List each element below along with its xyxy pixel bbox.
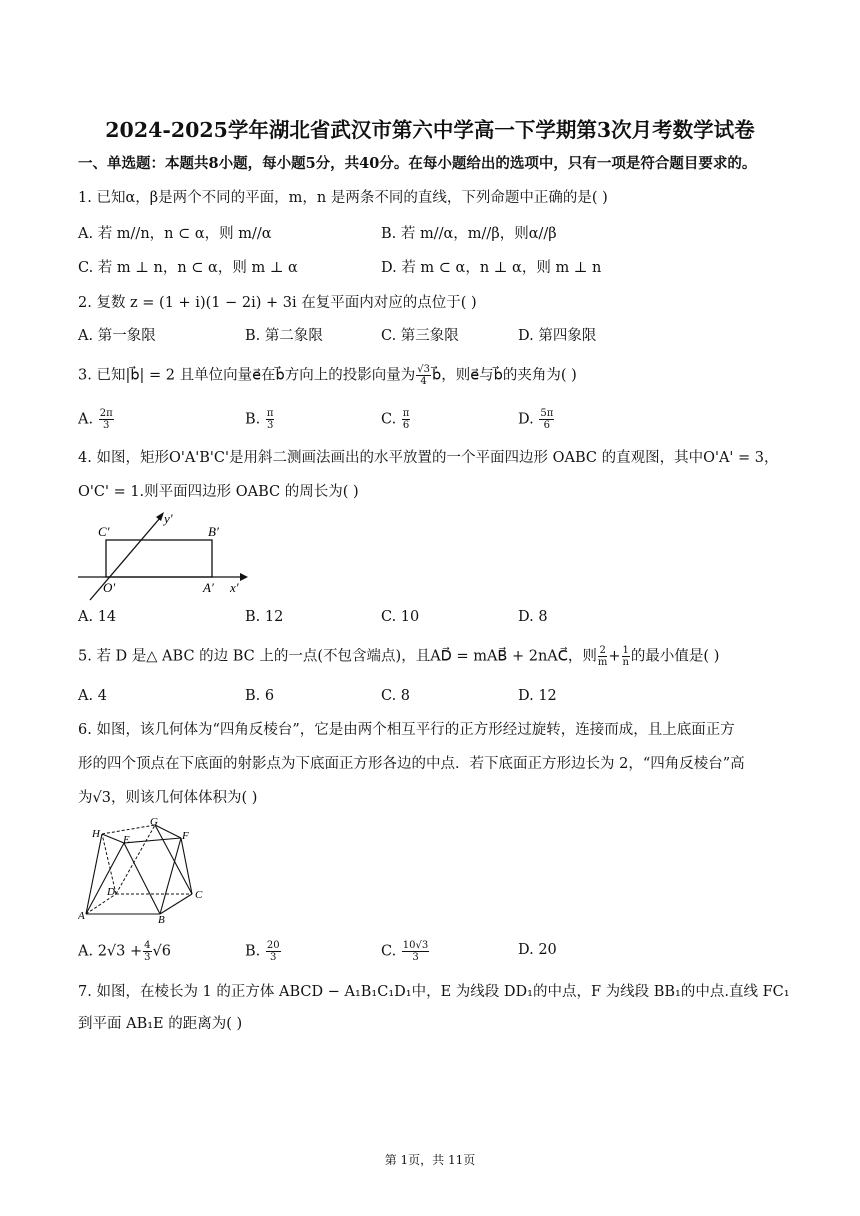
edge-he — [102, 834, 124, 843]
label-h: H — [92, 828, 100, 840]
q5-stem-part1: 5. 若 D 是△ ABC 的边 BC 上的一点(不包含端点)，且AD⃗ = mAB⃗ + 2nAC⃗，则 — [78, 648, 597, 665]
q6-option-b-fraction — [266, 940, 281, 963]
label-c: C — [195, 889, 203, 901]
x-axis-arrowhead — [240, 573, 248, 581]
q6-option-a-part1: A. 2√3 + — [78, 943, 143, 960]
q5-f2-den: n — [622, 657, 629, 668]
q6-a-num: 4 — [144, 940, 151, 951]
q3-d-den: 6 — [543, 420, 550, 431]
edge-dh-hidden — [102, 834, 116, 894]
question-1-stem: 1. 已知α，β是两个不同的平面，m，n 是两条不同的直线，下列命题中正确的是( ) — [78, 190, 608, 206]
q5-option-d: D. 12 — [518, 688, 557, 704]
label-y-prime: y′ — [164, 511, 173, 526]
question-6-stem-line1: 6. 如图，该几何体为“四角反棱台”，它是由两个相互平行的正方形经过旋转，连接而成，且上底面正方 — [78, 722, 735, 738]
q3-stem-part2: b⃗，则e⃗与b⃗的夹角为( ) — [431, 367, 577, 384]
q6-a-den: 3 — [144, 952, 151, 963]
edge-cf — [181, 838, 192, 894]
question-4-stem-line1: 4. 如图，矩形O'A'B'C'是用斜二测画法画出的水平放置的一个平面四边形 OABC 的直观图，其中O'A' = 3， — [78, 450, 779, 466]
page-title: 2024-2025学年湖北省武汉市第六中学高一下学期第3次月考数学试卷 — [105, 118, 755, 142]
question-6-stem-line2: 形的四个顶点在下底面的射影点为下底面正方形各边的中点．若下底面正方形边长为 2，“四角反棱台”高 — [78, 756, 745, 772]
q6-b-num: 20 — [266, 940, 280, 951]
q6-option-c-fraction — [402, 940, 429, 963]
edge-ef — [124, 838, 181, 843]
q3-c-den: 6 — [402, 420, 410, 431]
q4-option-b: B. 12 — [245, 609, 284, 625]
q1-option-d: D. 若 m ⊂ α，n ⊥ α，则 m ⊥ n — [381, 260, 602, 276]
label-b-prime: B′ — [208, 524, 219, 539]
y-axis-arrowhead — [156, 512, 164, 521]
q3-d-num: 5π — [540, 408, 554, 419]
label-a: A — [78, 910, 85, 922]
q3-option-b — [245, 408, 275, 431]
q3-option-c-fraction — [402, 408, 411, 431]
q6-b-den: 3 — [270, 952, 277, 963]
question-6-stem-line3: 为√3，则该几何体体积为( ) — [78, 790, 258, 806]
q5-f1-den: m — [597, 657, 608, 668]
edge-dg-hidden — [116, 825, 155, 894]
q5-option-b: B. 6 — [245, 688, 275, 704]
edge-ah — [86, 834, 102, 914]
q3-b-den: 3 — [266, 420, 274, 431]
question-2-stem: 2. 复数 z = (1 + i)(1 − 2i) + 3i 在复平面内对应的点位于( ) — [78, 295, 477, 311]
q5-option-c: C. 8 — [381, 688, 411, 704]
question-5-stem — [78, 645, 719, 668]
label-d: D — [107, 886, 115, 898]
edge-ae — [86, 843, 124, 914]
q1-option-b: B. 若 m//α，m//β，则α//β — [381, 226, 557, 242]
label-o-prime: O′ — [103, 580, 116, 595]
label-e: E — [123, 834, 130, 846]
label-c-prime: C′ — [98, 524, 110, 539]
q3-projection-fraction — [416, 364, 431, 387]
q6-option-a-fraction — [143, 940, 151, 963]
question-3-stem — [78, 364, 577, 387]
label-x-prime: x′ — [230, 580, 239, 595]
q5-option-a: A. 4 — [78, 688, 107, 704]
q3-option-a-label: A. — [78, 411, 94, 428]
q6-c-num: 10√3 — [402, 940, 429, 951]
q3-option-d — [518, 408, 555, 431]
q5-fraction-1-over-n — [622, 645, 630, 668]
q6-option-b-label: B. — [245, 943, 261, 960]
question-4-stem-line2: O'C' = 1.则平面四边形 OABC 的周长为( ) — [78, 484, 359, 500]
q5-f2-num: 1 — [622, 645, 629, 656]
q5-fraction-2-over-m — [598, 645, 607, 668]
q3-option-b-label: B. — [245, 411, 261, 428]
q3-option-a — [78, 408, 115, 431]
q6-c-den: 3 — [412, 952, 419, 963]
q4-option-a: A. 14 — [78, 609, 117, 625]
q3-option-c — [381, 408, 411, 431]
rectangle-oabc — [106, 540, 212, 577]
edge-hg-hidden — [102, 825, 155, 834]
q6-option-b — [245, 940, 282, 963]
edge-be — [124, 843, 160, 914]
q1-option-a: A. 若 m//n，n ⊂ α，则 m//α — [78, 226, 272, 242]
q6-antiprism-figure — [78, 816, 208, 924]
q3-c-num: π — [402, 408, 410, 419]
q6-option-c — [381, 940, 430, 963]
q5-plus-sign: + — [608, 648, 621, 665]
q3-option-d-label: D. — [518, 411, 534, 428]
label-f: F — [182, 830, 189, 842]
q2-option-a: A. 第一象限 — [78, 328, 156, 344]
q6-option-c-label: C. — [381, 943, 397, 960]
q2-option-b: B. 第二象限 — [245, 328, 323, 344]
q3-frac-num: √3 — [417, 364, 430, 375]
label-a-prime: A′ — [203, 580, 214, 595]
label-g: G — [150, 816, 158, 828]
q5-stem-part2: 的最小值是( ) — [630, 648, 720, 665]
q6-option-a — [78, 940, 171, 963]
q3-b-num: π — [266, 408, 274, 419]
q3-option-c-label: C. — [381, 411, 397, 428]
q2-option-c: C. 第三象限 — [381, 328, 459, 344]
section-heading: 一、单选题：本题共8小题，每小题5分，共40分。在每小题给出的选项中，只有一项是符合题目要求的。 — [78, 155, 757, 172]
q3-stem-part1: 3. 已知|b⃗| = 2 且单位向量e⃗在b⃗方向上的投影向量为 — [78, 367, 416, 384]
q4-option-d: D. 8 — [518, 609, 548, 625]
q1-option-c: C. 若 m ⊥ n，n ⊂ α，则 m ⊥ α — [78, 260, 298, 276]
q2-option-d: D. 第四象限 — [518, 328, 597, 344]
q6-option-d: D. 20 — [518, 942, 557, 958]
question-7-stem-line1: 7. 如图，在棱长为 1 的正方体 ABCD − A₁B₁C₁D₁中，E 为线段 DD₁的中点，F 为线段 BB₁的中点.直线 FC₁ — [78, 984, 790, 1000]
q3-option-d-fraction — [539, 408, 554, 431]
q4-oblique-rectangle-figure — [78, 508, 253, 604]
page-footer: 第 1页，共 11页 — [384, 1153, 476, 1167]
q3-a-den: 3 — [102, 420, 110, 431]
q3-a-num: 2π — [99, 408, 113, 419]
q3-frac-den: 4 — [420, 376, 427, 387]
question-7-stem-line2: 到平面 AB₁E 的距离为( ) — [78, 1016, 243, 1032]
q6-option-a-part2: √6 — [152, 943, 171, 960]
label-b: B — [158, 914, 165, 924]
q5-f1-num: 2 — [599, 645, 606, 656]
q3-option-b-fraction — [266, 408, 275, 431]
q4-option-c: C. 10 — [381, 609, 420, 625]
q3-option-a-fraction — [99, 408, 114, 431]
